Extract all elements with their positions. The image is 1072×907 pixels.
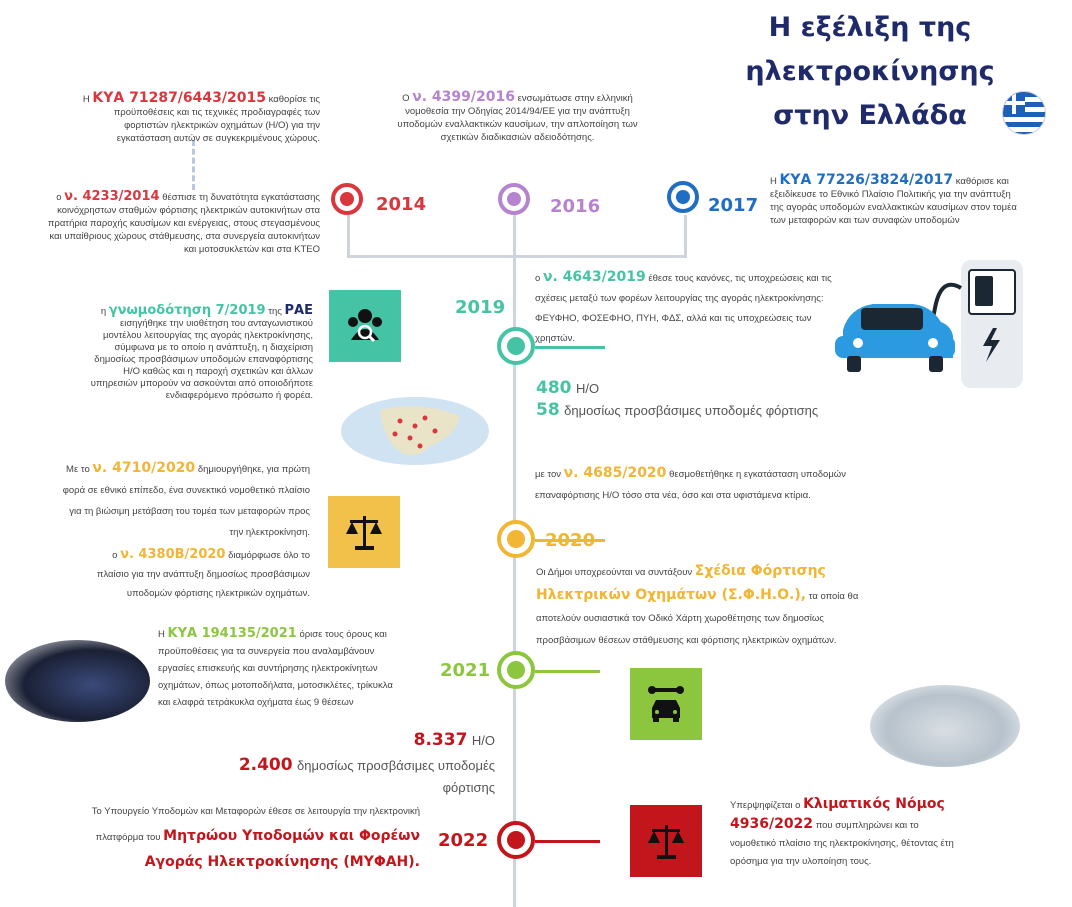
stats-2019: 480 Η/Ο 58 δημοσίως προσβάσιμες υποδομές φόρτισης <box>536 378 819 420</box>
ev-count-2019: 480 <box>536 378 572 398</box>
year-2016: 2016 <box>550 196 601 217</box>
scales-icon-2022 <box>630 805 702 877</box>
marker-2014 <box>331 183 363 215</box>
text-v4643-2019: ο ν. 4643/2019 έθεσε τους κανόνες, τις υποχρεώσεις και τις σχέσεις μεταξύ των φορέων λειτουργίας της αγοράς ηλεκτροκίνησης: ΦΕΥΦΗΟ, ΦΟΣΕΦΗΟ, ΠΥΗ, ΦΔΣ, αλλά και τις υποχρεώσεις των χρηστών. <box>535 269 832 344</box>
text-klima-2022: Υπερψηφίζεται ο Κλιματικός Νόμος 4936/2022 που συμπληρώνει και το νομοθετικό πλαίσιο της ηλεκτροκίνησης, θέτοντας έτη ορόσημα για την υλοποίηση τους. <box>730 796 954 867</box>
ev-count-2021: 8.337 <box>413 730 468 750</box>
marker-2021 <box>497 651 535 689</box>
connector-2021 <box>535 670 600 673</box>
marker-2019 <box>497 327 535 365</box>
title-line-1: Η εξέλιξη της <box>768 12 972 43</box>
marker-2022 <box>497 821 535 859</box>
marker-2020 <box>497 520 535 558</box>
car-repair-icon <box>630 668 702 740</box>
greek-flag-icon <box>1002 91 1046 135</box>
ev-charging-station-icon <box>833 258 1033 398</box>
text-v4685-2020: με τον ν. 4685/2020 θεσμοθετήθηκε η εγκατάσταση υποδομών επαναφόρτισης Η/Ο τόσο στα νέα, όσο και στα υφιστάμενα κτίρια. <box>535 465 846 501</box>
year-2017: 2017 <box>708 195 759 216</box>
page-title <box>740 6 1000 138</box>
ev-charging-photo <box>5 640 150 722</box>
branch-stub-2017 <box>684 215 687 257</box>
ev-charging-photo-2 <box>870 685 1020 767</box>
text-v4399-2016: Ο ν. 4399/2016 ενσωμάτωσε στην ελληνική νομοθεσία την Οδηγίας 2014/94/ΕΕ για την ανάπτυξη υποδομών εναλλακτικών καυσίμων, την απλοποίηση των σχετικών διαδικασιών αδειοδότησης. <box>397 89 638 143</box>
branch-stub-2014 <box>347 215 350 257</box>
text-sfho-2020: Οι Δήμοι υποχρεούνται να συντάξουν Σχέδια Φόρτισης Ηλεκτρικών Οχημάτων (Σ.Φ.Η.Ο.), τα οποία θα αποτελούν ουσιαστικά τον Οδικό Χάρτη χωροθέτησης των δημοσίως προσβάσιμων θέσεων στάθμευσης και φόρτισης ηλεκτρικών οχημάτων. <box>536 563 859 646</box>
text-kya-2015: Η ΚΥΑ 71287/6443/2015 καθορίσε τις προϋποθέσεις και τις τεχνικές προδιαγραφές των φορτιστών ηλεκτρικών οχημάτων (Η/Ο) για την εγκατάσταση αυτών σε συγκεκριμένους χώρους. <box>82 90 320 144</box>
text-kya-2017: Η ΚΥΑ 77226/3824/2017 καθόρισε και εξειδίκευσε το Εθνικό Πλαίσιο Πολιτικής για την ανάπτυξη της αγοράς υποδομών εναλλακτικών καυσίμων στον τομέα των μεταφορών και των συναφών υποδομών <box>770 172 1017 226</box>
charge-points-2019: 58 <box>536 400 560 420</box>
greece-map-icon <box>340 396 490 471</box>
people-search-icon <box>329 290 401 362</box>
timeline-top-branch <box>347 255 687 258</box>
connector-2022 <box>535 840 600 843</box>
year-2019: 2019 <box>455 297 506 318</box>
stats-2021: 8.337 Η/Ο 2.400 δημοσίως προσβάσιμες υποδομές φόρτισης <box>238 730 495 795</box>
year-2020: 2020 <box>545 530 596 551</box>
title-line-2: ηλεκτροκίνησης <box>745 56 995 87</box>
scales-icon <box>328 496 400 568</box>
text-kya-2021: Η ΚΥΑ 194135/2021 όρισε τους όρους και προϋποθέσεις για τα συνεργεία που αναλαμβάνουν εργασίες επισκευής και συντήρησης ηλεκτροκίνητων οχημάτων, όπως μοτοποδήλατα, μοτοσικλέτες, τρίκυκλα και ελαφρά τετράκυκλα οχήματα έως 9 θέσεων <box>158 626 393 708</box>
year-2014: 2014 <box>376 194 427 215</box>
title-line-3: στην Ελλάδα <box>773 100 967 131</box>
text-rae-2019: η γνωμοδότηση 7/2019 της ΡΑΕ εισηγήθηκε την υιοθέτηση του ανταγωνιστικού μοντέλου λειτουργίας της αγοράς ηλεκτροκίνησης, σύμφωνα με το οποίο η ανάπτυξη, η διαχείριση δημοσίως προσβάσιμων υποδομών επαναφόρτισης Η/Ο καθώς και η παροχή σχετικών και άλλων υπηρεσιών μπορούν να ασκούνται από οποιοδήποτε ενδιαφερόμενο πρόσωπο ή φορέα. <box>90 303 313 401</box>
year-2022: 2022 <box>438 830 489 851</box>
dashed-connector <box>192 140 195 190</box>
charge-points-2021: 2.400 <box>238 755 293 775</box>
text-v4710-2020: Με το ν. 4710/2020 δημιουργήθηκε, για πρώτη φορά σε εθνικό επίπεδο, ένα συνεκτικό νομοθετικό πλαίσιο για τη βιώσιμη μετάβαση του τομέα των μεταφορών προς την ηλεκτροκίνηση. <box>62 460 310 538</box>
marker-2017 <box>667 181 699 213</box>
marker-2016 <box>498 183 530 215</box>
text-myfah-2022: Το Υπουργείο Υποδομών και Μεταφορών έθεσε σε λειτουργία την ηλεκτρονική πλατφόρμα του Μητρώου Υποδομών και Φορέων Αγοράς Ηλεκτροκίνησης (ΜΥΦΑΗ). <box>91 806 420 870</box>
text-v4380-2020: ο ν. 4380Β/2020 διαμόρφωσε όλο το πλαίσιο για την ανάπτυξη δημοσίως προσβάσιμων υποδομών φόρτισης ηλεκτρικών οχημάτων. <box>96 547 310 599</box>
year-2021: 2021 <box>440 660 491 681</box>
text-v4233-2014: ο ν. 4233/2014 θέσπισε τη δυνατότητα εγκατάστασης κοινόχρηστων σταθμών φόρτισης ηλεκτρικών αυτοκινήτων στα πρατήρια παροχής καυσίμων και ενέργειας, στους στεγασμένους και υπαίθριους χώρους στάθμευσης, στα συνεργεία αυτοκινήτων και μοτοσυκλετών και στα ΚΤΕΟ <box>47 189 320 255</box>
